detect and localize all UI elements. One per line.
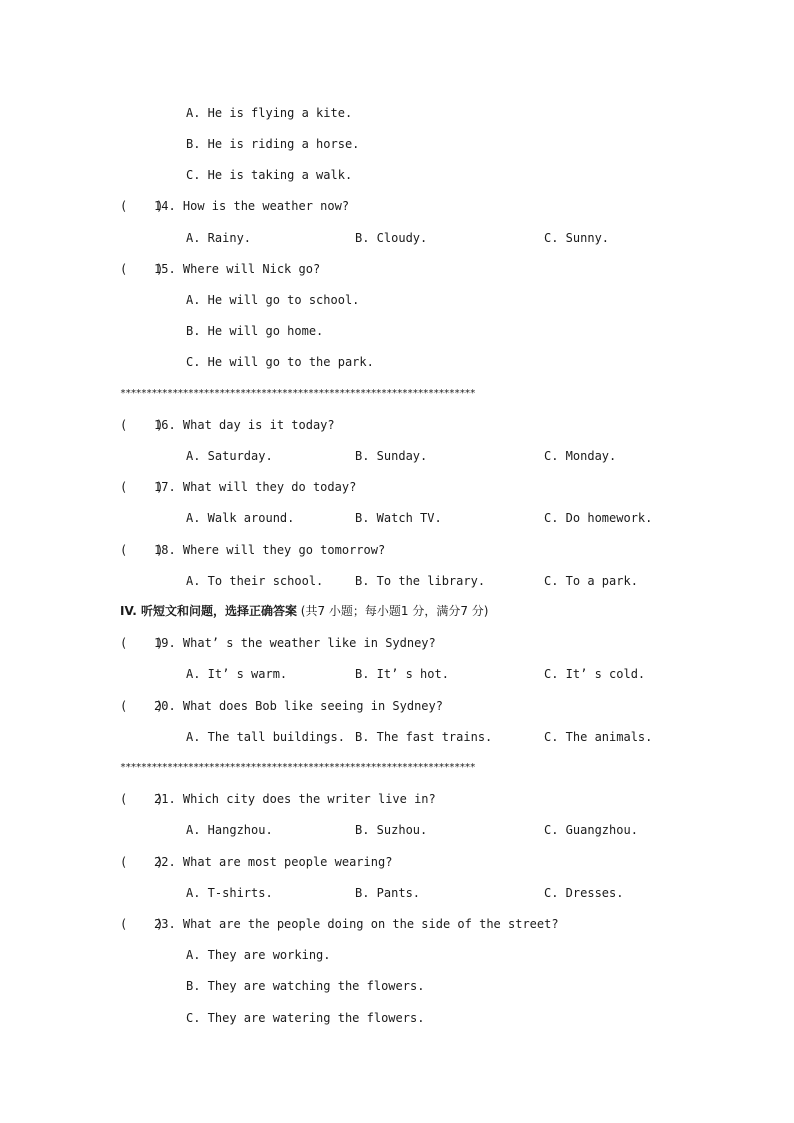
question-text: 19. What’ s the weather like in Sydney? — [154, 636, 436, 650]
question-15 — [120, 261, 320, 277]
q19-option-b: B. It’ s hot. — [355, 667, 449, 681]
question-17 — [120, 479, 356, 495]
answer-blank[interactable]: ( ) — [120, 543, 164, 557]
q18-option-a: A. To their school. — [186, 574, 324, 588]
q14-option-a: A. Rainy. — [186, 231, 252, 245]
q23-option-b: B. They are watching the flowers. — [186, 979, 425, 993]
q18-option-c: C. To a park. — [544, 574, 638, 588]
question-text: 22. What are most people wearing? — [154, 855, 393, 869]
question-text: 14. How is the weather now? — [154, 199, 350, 213]
question-text: 17. What will they do today? — [154, 480, 357, 494]
q16-option-b: B. Sunday. — [355, 449, 428, 463]
answer-blank[interactable]: ( ) — [120, 917, 164, 931]
q22-option-c: C. Dresses. — [544, 886, 624, 900]
question-20 — [120, 698, 443, 714]
q15-option-b: B. He will go home. — [186, 324, 324, 338]
q17-option-b: B. Watch TV. — [355, 511, 442, 525]
q14-option-b: B. Cloudy. — [355, 231, 428, 245]
question-text: 16. What day is it today? — [154, 418, 335, 432]
q16-option-a: A. Saturday. — [186, 449, 273, 463]
q19-option-c: C. It’ s cold. — [544, 667, 646, 681]
answer-blank[interactable]: ( ) — [120, 418, 164, 432]
q18-option-b: B. To the library. — [355, 574, 486, 588]
answer-blank[interactable]: ( ) — [120, 262, 164, 276]
answer-blank[interactable]: ( ) — [120, 699, 164, 713]
q21-option-b: B. Suzhou. — [355, 823, 428, 837]
question-22 — [120, 854, 392, 870]
q19-option-a: A. It’ s warm. — [186, 667, 288, 681]
question-text: 20. What does Bob like seeing in Sydney? — [154, 699, 443, 713]
question-text: 23. What are the people doing on the side of the street? — [154, 917, 559, 931]
q13-option-b: B. He is riding a horse. — [186, 137, 360, 151]
q20-option-c: C. The animals. — [544, 730, 653, 744]
question-19 — [120, 635, 436, 651]
q20-option-b: B. The fast trains. — [355, 730, 493, 744]
q21-option-a: A. Hangzhou. — [186, 823, 273, 837]
question-23 — [120, 916, 559, 932]
section-heading — [120, 603, 488, 619]
section-detail: (共7 小题；每小题1 分，满分7 分) — [296, 604, 489, 618]
q17-option-c: C. Do homework. — [544, 511, 653, 525]
separator-line: ******************************************************************** — [120, 388, 475, 399]
q14-option-c: C. Sunny. — [544, 231, 610, 245]
section-label: IV. 听短文和问题，选择正确答案 — [120, 604, 297, 618]
q13-option-a: A. He is flying a kite. — [186, 106, 353, 120]
q13-option-c: C. He is taking a walk. — [186, 168, 353, 182]
question-21 — [120, 791, 436, 807]
answer-blank[interactable]: ( ) — [120, 480, 164, 494]
q17-option-a: A. Walk around. — [186, 511, 295, 525]
question-18 — [120, 542, 385, 558]
question-14 — [120, 198, 349, 214]
answer-blank[interactable]: ( ) — [120, 792, 164, 806]
question-text: 21. Which city does the writer live in? — [154, 792, 436, 806]
answer-blank[interactable]: ( ) — [120, 636, 164, 650]
q22-option-a: A. T-shirts. — [186, 886, 273, 900]
answer-blank[interactable]: ( ) — [120, 199, 164, 213]
answer-blank[interactable]: ( ) — [120, 855, 164, 869]
q23-option-c: C. They are watering the flowers. — [186, 1011, 425, 1025]
separator-line: ******************************************************************** — [120, 762, 475, 773]
q20-option-a: A. The tall buildings. — [186, 730, 345, 744]
question-16 — [120, 417, 335, 433]
q15-option-a: A. He will go to school. — [186, 293, 360, 307]
q15-option-c: C. He will go to the park. — [186, 355, 374, 369]
question-text: 15. Where will Nick go? — [154, 262, 321, 276]
q23-option-a: A. They are working. — [186, 948, 331, 962]
question-text: 18. Where will they go tomorrow? — [154, 543, 386, 557]
q21-option-c: C. Guangzhou. — [544, 823, 638, 837]
q22-option-b: B. Pants. — [355, 886, 421, 900]
q16-option-c: C. Monday. — [544, 449, 617, 463]
